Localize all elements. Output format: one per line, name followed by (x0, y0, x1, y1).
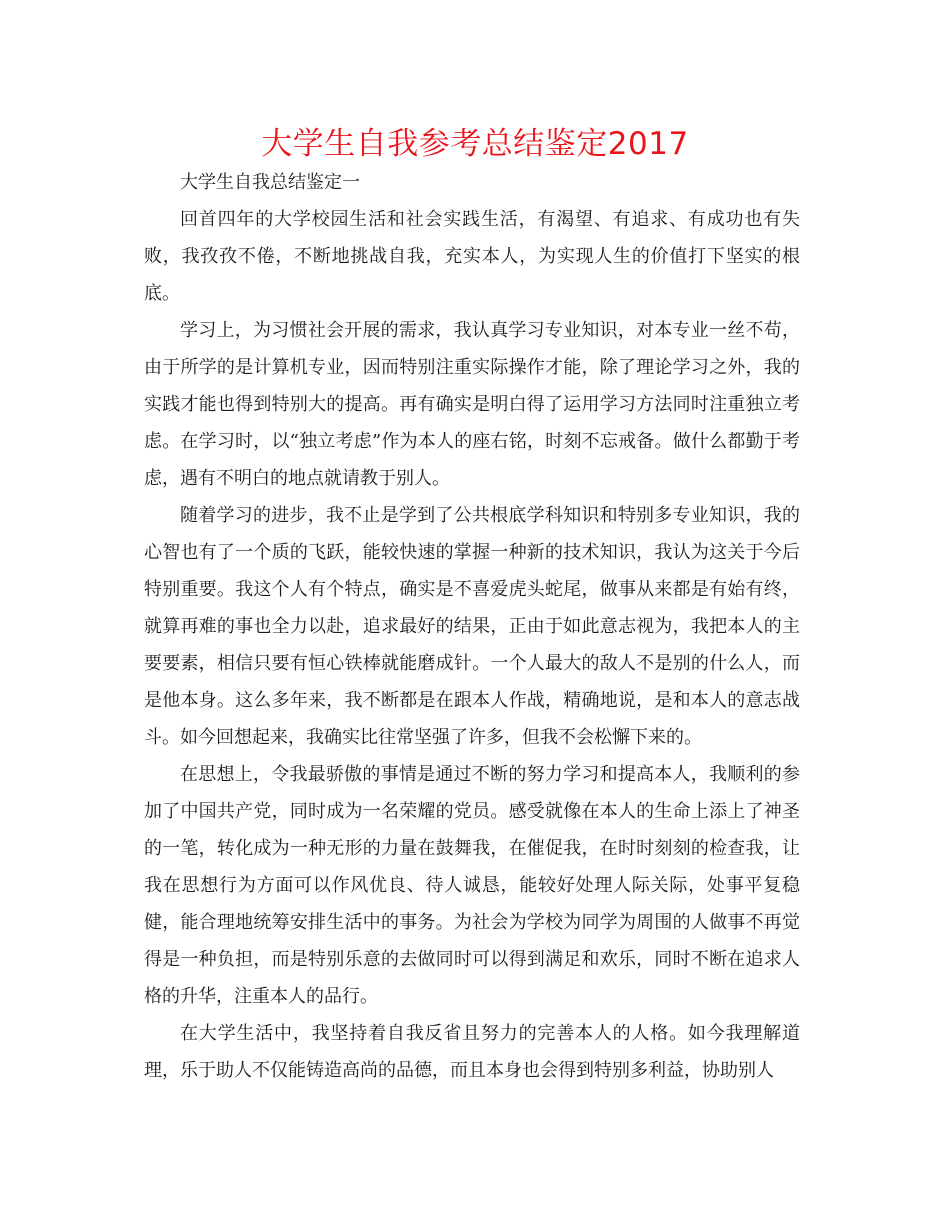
paragraph-study: 学习上，为习惯社会开展的需求，我认真学习专业知识，对本专业一丝不苟，由于所学的是计算机专业，因而特别注重实际操作才能，除了理论学习之外，我的实践才能也得到特别大的提高。再有确实是明白得了运用学习方法同时注重独立考虑。在学习时，以“独立考虑”作为本人的座右铭，时刻不忘戒备。做什么都勤于考虑，遇有不明白的地点就请教于别人。 (144, 320, 800, 489)
document-title: 大学生自我参考总结鉴定2017 (261, 126, 689, 162)
section-heading: 大学生自我总结鉴定一 (180, 172, 360, 193)
paragraph-progress: 随着学习的进步，我不止是学到了公共根底学科知识和特别多专业知识，我的心智也有了一个质的飞跃，能较快速的掌握一种新的技术知识，我认为这关于今后特别重要。我这个人有个特点，确实是不喜爱虎头蛇尾，做事从来都是有始有终，就算再难的事也全力以赴，追求最好的结果，正由于如此意志视为，我把本人的主要要素，相信只要有恒心铁棒就能磨成针。一个人最大的敌人不是别的什么人，而是他本身。这么多年来，我不断都是在跟本人作战，精确地说，是和本人的意志战斗。如今回想起来，我确实比往常坚强了许多，但我不会松懈下来的。 (144, 505, 800, 748)
paragraph-intro: 回首四年的大学校园生活和社会实践生活，有渴望、有追求、有成功也有失败，我孜孜不倦，不断地挑战自我，充实本人，为实现人生的价值打下坚实的根底。 (144, 209, 800, 304)
document-body (144, 164, 800, 1089)
paragraph-life: 在大学生活中，我坚持着自我反省且努力的完善本人的人格。如今我理解道理，乐于助人不仅能铸造高尚的品德，而且本身也会得到特别多利益，协助别人 (144, 1023, 800, 1081)
paragraph-thought: 在思想上，令我最骄傲的事情是通过不断的努力学习和提高本人，我顺利的参加了中国共产党，同时成为一名荣耀的党员。感受就像在本人的生命上添上了神圣的一笔，转化成为一种无形的力量在鼓舞我，在催促我，在时时刻刻的检查我，让我在思想行为方面可以作风优良、待人诚恳，能较好处理人际关际，处事平复稳健，能合理地统筹安排生活中的事务。为社会为学校为同学为周围的人做事不再觉得是一种负担，而是特别乐意的去做同时可以得到满足和欢乐，同时不断在追求人格的升华，注重本人的品行。 (144, 764, 800, 1007)
